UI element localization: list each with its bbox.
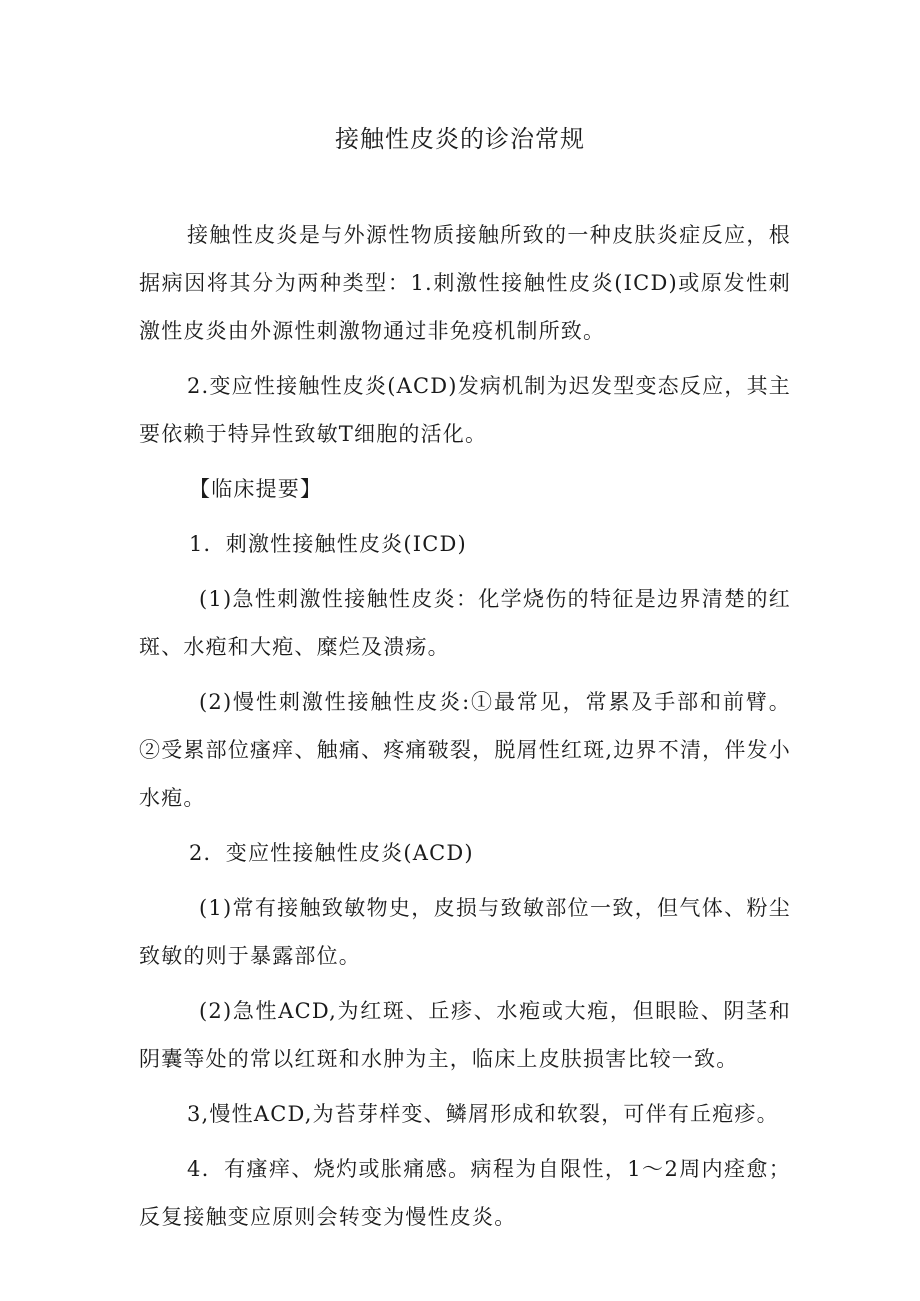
paragraph-symptoms-course: 4．有瘙痒、烧灼或胀痛感。病程为自限性，1～2周内痊愈；反复接触变应原则会转变为慢性皮炎。 [139,1157,791,1229]
paragraph-acute-acd: (2)急性ACD,为红斑、丘疹、水疱或大疱，但眼睑、阴茎和阴囊等处的常以红斑和水肿为主，临床上皮肤损害比较一致。 [139,999,791,1071]
paragraph-intro: 接触性皮炎是与外源性物质接触所致的一种皮肤炎症反应，根据病因将其分为两种类型：1.刺激性接触性皮炎(ICD)或原发性刺激性皮炎由外源性刺激物通过非免疫机制所致。 [139,223,791,343]
document-body [139,211,791,1248]
section-heading-clinical: 【临床提要】 [189,477,323,501]
paragraph-chronic-icd: (2)慢性刺激性接触性皮炎:①最常见，常累及手部和前臂。②受累部位瘙痒、触痛、疼痛皲裂，脱屑性红斑,边界不清，伴发小水疱。 [139,690,791,810]
paragraph-acd-mechanism: 2.变应性接触性皮炎(ACD)发病机制为迟发型变态反应，其主要依赖于特异性致敏T细胞的活化。 [139,374,791,446]
paragraph-acute-icd: (1)急性刺激性接触性皮炎：化学烧伤的特征是边界清楚的红斑、水疱和大疱、糜烂及溃疡。 [139,587,791,659]
paragraph-chronic-acd: 3,慢性ACD,为苔芽样变、鳞屑形成和软裂，可伴有丘疱疹。 [187,1102,779,1126]
paragraph-acd-history: (1)常有接触致敏物史，皮损与致敏部位一致，但气体、粉尘致敏的则于暴露部位。 [139,896,791,968]
subheading-acd: 2．变应性接触性皮炎(ACD) [189,841,474,865]
subheading-icd: 1．刺激性接触性皮炎(ICD) [189,532,467,556]
document-title: 接触性皮炎的诊治常规 [335,125,585,153]
